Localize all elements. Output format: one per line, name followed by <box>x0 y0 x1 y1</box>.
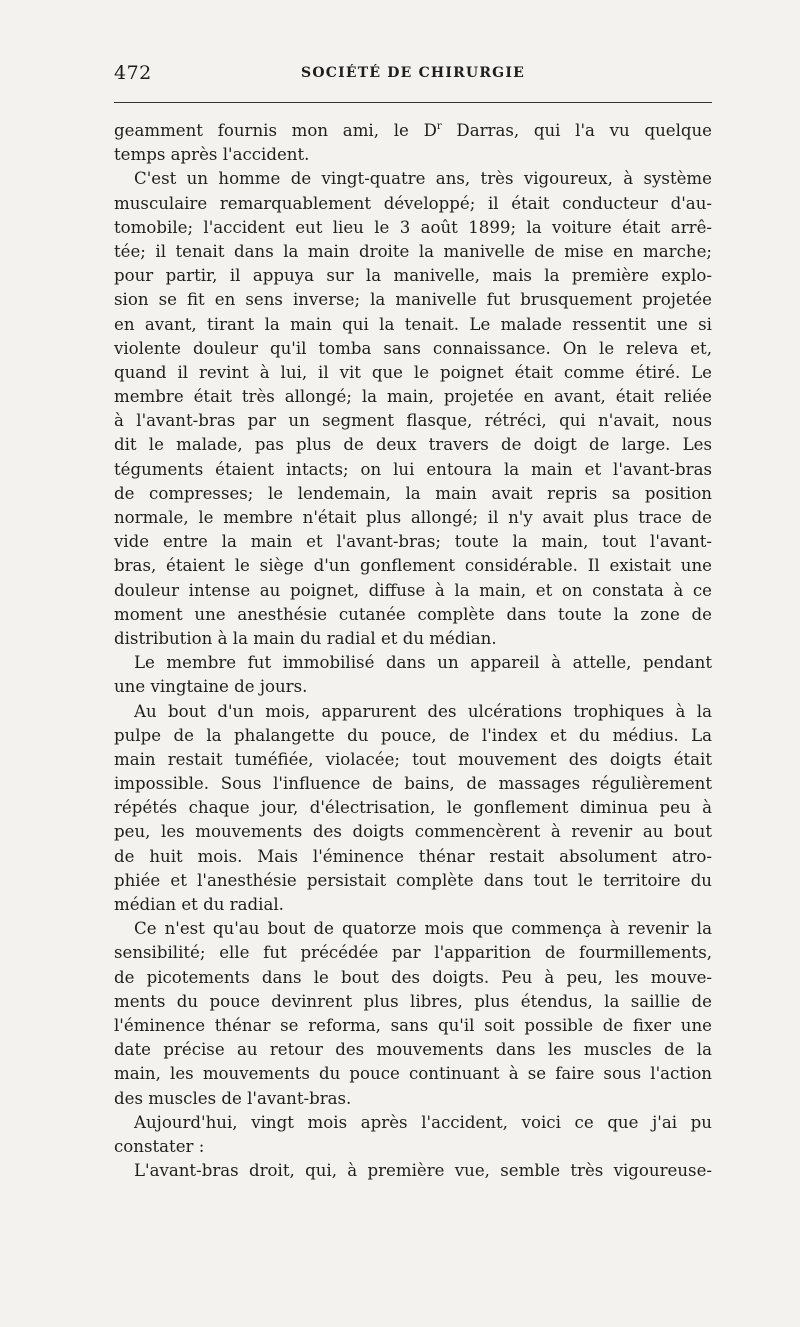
text-line <box>114 530 712 554</box>
text-line <box>114 167 712 191</box>
text-line <box>114 966 712 990</box>
paragraph <box>114 1111 712 1159</box>
text-segment: quand il revint à lui, il vit que le poignet était comme étiré. Le <box>114 362 712 382</box>
text-segment: ments du pouce devinrent plus libres, plus étendus, la saillie de <box>114 991 712 1011</box>
text-line <box>114 941 712 965</box>
text-segment: de compresses; le lendemain, la main avait repris sa position <box>114 483 712 503</box>
text-line <box>114 288 712 312</box>
text-line <box>114 748 712 772</box>
text-line <box>114 700 712 724</box>
text-line <box>114 482 712 506</box>
paragraph <box>114 651 712 699</box>
text-line <box>114 1087 712 1111</box>
text-line <box>114 506 712 530</box>
text-line <box>114 1038 712 1062</box>
text-segment: sensibilité; elle fut précédée par l'apparition de fourmillements, <box>114 943 712 963</box>
text-segment: membre était très allongé; la main, projetée en avant, était reliée <box>114 387 712 407</box>
text-segment: geamment fournis mon ami, le D <box>114 121 437 140</box>
text-line <box>114 313 712 337</box>
text-segment: dit le malade, pas plus de deux travers de doigt de large. Les <box>114 435 712 455</box>
text-segment: moment une anesthésie cutanée complète dans toute la zone de <box>114 604 712 624</box>
text-segment: téguments étaient intacts; on lui entoura la main et l'avant-bras <box>114 459 712 479</box>
text-segment: tée; il tenait dans la main droite la manivelle de mise en marche; <box>114 241 712 261</box>
text-segment: Ce n'est qu'au bout de quatorze mois que commença à revenir la <box>134 919 712 939</box>
text-line <box>114 1014 712 1038</box>
text-segment: main restait tuméfiée, violacée; tout mouvement des doigts était <box>114 749 712 769</box>
text-segment: en avant, tirant la main qui la tenait. Le malade ressentit une si <box>114 314 712 334</box>
text-line <box>114 119 712 143</box>
text-line <box>114 603 712 627</box>
paragraph <box>114 917 712 1111</box>
page-number: 472 <box>114 62 152 84</box>
text-segment: Darras, qui l'a vu quelque <box>441 121 713 140</box>
text-segment: tomobile; l'accident eut lieu le 3 août 1899; la voiture était arrê- <box>114 217 712 237</box>
text-line <box>114 651 712 675</box>
text-segment: main, les mouvements du pouce continuant à se faire sous l'action <box>114 1064 712 1084</box>
text-line <box>114 869 712 893</box>
text-line <box>114 409 712 433</box>
text-segment: pulpe de la phalangette du pouce, de l'index et du médius. La <box>114 725 712 745</box>
paragraph <box>114 700 712 918</box>
text-segment: temps après l'accident. <box>114 145 310 165</box>
text-line <box>114 579 712 603</box>
text-segment: une vingtaine de jours. <box>114 677 308 697</box>
text-segment: l'éminence thénar se reforma, sans qu'il soit possible de fixer une <box>114 1015 712 1035</box>
header-rule <box>114 102 712 103</box>
text-segment: Au bout d'un mois, apparurent des ulcérations trophiques à la <box>134 701 712 721</box>
text-line <box>114 192 712 216</box>
text-segment: à l'avant-bras par un segment flasque, rétréci, qui n'avait, nous <box>114 411 712 431</box>
text-line <box>114 1062 712 1086</box>
text-line <box>114 820 712 844</box>
text-segment: pour partir, il appuya sur la manivelle, mais la première explo- <box>114 266 712 286</box>
text-segment: normale, le membre n'était plus allongé; il n'y avait plus trace de <box>114 508 712 527</box>
text-line <box>114 143 712 167</box>
running-title: SOCIÉTÉ DE CHIRURGIE <box>301 65 525 81</box>
text-segment: sion se fit en sens inverse; la manivelle fut brusquement projetée <box>114 290 712 310</box>
text-segment: L'avant-bras droit, qui, à première vue, semble très vigoureuse- <box>134 1161 712 1181</box>
text-segment: distribution à la main du radial et du médian. <box>114 628 497 648</box>
body-text <box>114 119 712 1183</box>
text-segment: de picotements dans le bout des doigts. Peu à peu, les mouve- <box>114 967 712 987</box>
text-segment: impossible. Sous l'influence de bains, de massages régulièrement <box>114 774 712 794</box>
text-line <box>114 361 712 385</box>
text-segment: répétés chaque jour, d'électrisation, le gonflement diminua peu à <box>114 798 712 818</box>
text-line <box>114 796 712 820</box>
text-line <box>114 1135 712 1159</box>
text-line <box>114 675 712 699</box>
text-line <box>114 724 712 748</box>
text-line <box>114 845 712 869</box>
text-segment: de huit mois. Mais l'éminence thénar restait absolument atro- <box>114 846 712 866</box>
text-line <box>114 554 712 578</box>
text-segment: violente douleur qu'il tomba sans connaissance. On le releva et, <box>114 338 712 358</box>
text-segment: médian et du radial. <box>114 895 284 914</box>
superscript: r <box>436 121 442 132</box>
paragraph <box>114 119 712 167</box>
text-line <box>114 1159 712 1183</box>
text-line <box>114 264 712 288</box>
text-segment: vide entre la main et l'avant-bras; toute la main, tout l'avant- <box>114 532 712 552</box>
paragraph <box>114 1159 712 1183</box>
text-line <box>114 337 712 361</box>
text-segment: constater : <box>114 1136 205 1156</box>
text-line <box>114 385 712 409</box>
text-segment: date précise au retour des mouvements dans les muscles de la <box>114 1040 712 1060</box>
text-segment: peu, les mouvements des doigts commencèrent à revenir au bout <box>114 822 712 842</box>
text-segment: Le membre fut immobilisé dans un appareil à attelle, pendant <box>134 653 712 673</box>
text-line <box>114 240 712 264</box>
text-segment: bras, étaient le siège d'un gonflement considérable. Il existait une <box>114 556 712 576</box>
text-segment: C'est un homme de vingt-quatre ans, très vigoureux, à système <box>134 169 712 189</box>
text-line <box>114 1111 712 1135</box>
text-segment: des muscles de l'avant-bras. <box>114 1088 352 1108</box>
text-line <box>114 216 712 240</box>
page-header <box>114 62 712 92</box>
text-line <box>114 458 712 482</box>
text-line <box>114 772 712 796</box>
text-segment: douleur intense au poignet, diffuse à la main, et on constata à ce <box>114 580 712 600</box>
text-line <box>114 917 712 941</box>
text-line <box>114 990 712 1014</box>
text-segment: musculaire remarquablement développé; il était conducteur d'au- <box>114 193 712 213</box>
paragraph <box>114 167 712 651</box>
text-segment: phiée et l'anesthésie persistait complète dans tout le territoire du <box>114 870 712 890</box>
text-segment: Aujourd'hui, vingt mois après l'accident, voici ce que j'ai pu <box>134 1112 712 1132</box>
text-line <box>114 433 712 457</box>
text-line <box>114 627 712 651</box>
text-line <box>114 893 712 917</box>
